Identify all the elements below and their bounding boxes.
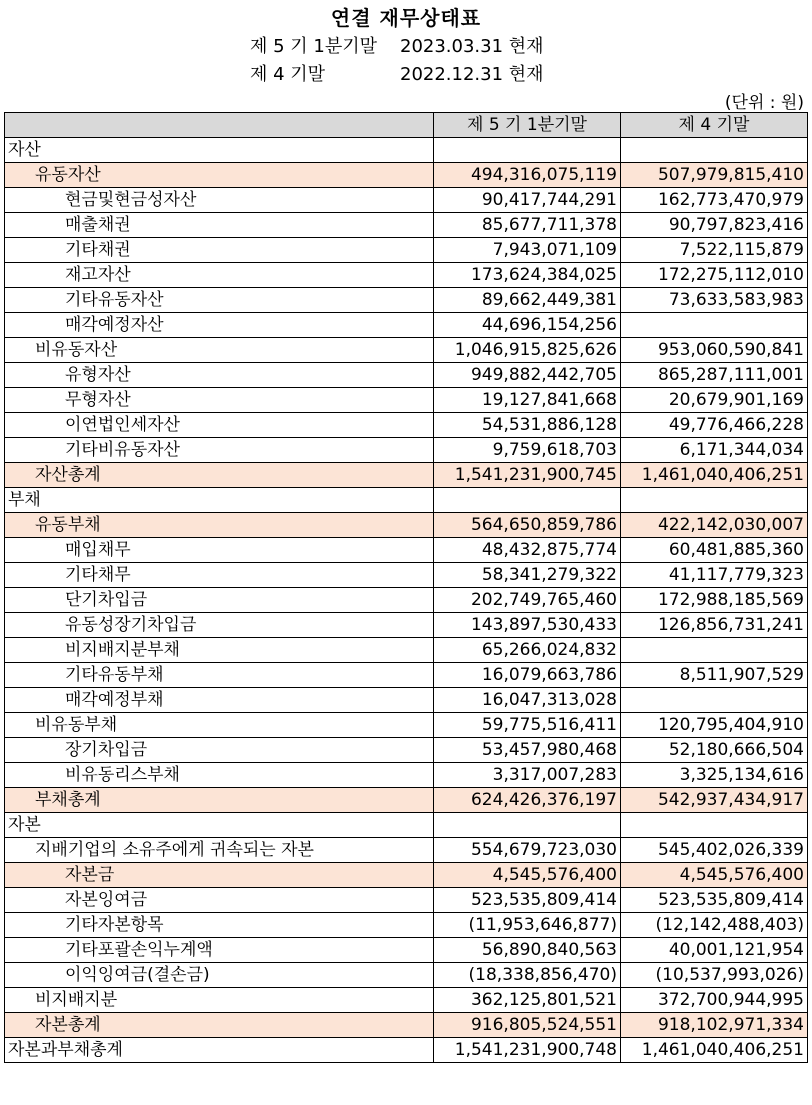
current-period-value: 173,624,384,025 (434, 263, 621, 288)
account-name: 현금및현금성자산 (5, 188, 434, 213)
table-row (5, 663, 808, 688)
account-name: 기타유동부채 (5, 663, 434, 688)
account-name: 매출채권 (5, 213, 434, 238)
current-period-value: 564,650,859,786 (434, 513, 621, 538)
prior-period-value: 372,700,944,995 (621, 988, 808, 1013)
account-name: 유형자산 (5, 363, 434, 388)
current-period-value: 58,341,279,322 (434, 563, 621, 588)
prior-period-value: 542,937,434,917 (621, 788, 808, 813)
prior-period-value: 90,797,823,416 (621, 213, 808, 238)
table-row (5, 888, 808, 913)
table-row (5, 1013, 808, 1038)
account-name: 기타비유동자산 (5, 438, 434, 463)
account-name: 매입채무 (5, 538, 434, 563)
table-row (5, 513, 808, 538)
table-row (5, 738, 808, 763)
account-name: 매각예정부채 (5, 688, 434, 713)
table-header-row (5, 113, 808, 138)
period-current (250, 32, 544, 58)
current-period-value: (18,338,856,470) (434, 963, 621, 988)
prior-period-value: 20,679,901,169 (621, 388, 808, 413)
prior-period-value: 4,545,576,400 (621, 863, 808, 888)
current-period-value: 65,266,024,832 (434, 638, 621, 663)
prior-period-value: 172,988,185,569 (621, 588, 808, 613)
prior-period-value: 953,060,590,841 (621, 338, 808, 363)
prior-period-value: (10,537,993,026) (621, 963, 808, 988)
table-row (5, 988, 808, 1013)
table-row (5, 613, 808, 638)
prior-period-value: 60,481,885,360 (621, 538, 808, 563)
current-period-value: 7,943,071,109 (434, 238, 621, 263)
prior-period-value: 3,325,134,616 (621, 763, 808, 788)
account-name: 자산총계 (5, 463, 434, 488)
table-row (5, 163, 808, 188)
table-row (5, 538, 808, 563)
prior-period-value: 523,535,809,414 (621, 888, 808, 913)
account-name: 기타포괄손익누계액 (5, 938, 434, 963)
prior-period-value (621, 813, 808, 838)
period-current-date: 2023.03.31 현재 (400, 36, 544, 57)
current-period-value: 1,046,915,825,626 (434, 338, 621, 363)
account-name: 재고자산 (5, 263, 434, 288)
current-period-value: 44,696,154,256 (434, 313, 621, 338)
header-account (5, 113, 434, 138)
account-name: 자본금 (5, 863, 434, 888)
table-row (5, 913, 808, 938)
account-name: 유동자산 (5, 163, 434, 188)
account-name: 기타채무 (5, 563, 434, 588)
header-current-period: 제 5 기 1분기말 (434, 113, 621, 138)
prior-period-value (621, 638, 808, 663)
account-name: 비유동자산 (5, 338, 434, 363)
account-name: 자본총계 (5, 1013, 434, 1038)
current-period-value: 53,457,980,468 (434, 738, 621, 763)
account-name: 기타유동자산 (5, 288, 434, 313)
current-period-value: 9,759,618,703 (434, 438, 621, 463)
table-row (5, 563, 808, 588)
period-prior-date: 2022.12.31 현재 (400, 64, 544, 85)
account-name: 자본 (5, 813, 434, 838)
table-row (5, 388, 808, 413)
account-name: 자산 (5, 138, 434, 163)
prior-period-value: 507,979,815,410 (621, 163, 808, 188)
table-row (5, 213, 808, 238)
current-period-value (434, 488, 621, 513)
account-name: 비유동부채 (5, 713, 434, 738)
balance-sheet-table (4, 112, 808, 1063)
table-row (5, 438, 808, 463)
table-row (5, 288, 808, 313)
table-row (5, 413, 808, 438)
account-name: 단기차입금 (5, 588, 434, 613)
header-prior-period: 제 4 기말 (621, 113, 808, 138)
table-row (5, 963, 808, 988)
current-period-value: 19,127,841,668 (434, 388, 621, 413)
table-row (5, 188, 808, 213)
account-name: 자본잉여금 (5, 888, 434, 913)
unit-note: (단위 : 원) (724, 93, 804, 113)
account-name: 이연법인세자산 (5, 413, 434, 438)
account-name: 비유동리스부채 (5, 763, 434, 788)
prior-period-value: 172,275,112,010 (621, 263, 808, 288)
current-period-value: 54,531,886,128 (434, 413, 621, 438)
prior-period-value (621, 138, 808, 163)
table-row (5, 713, 808, 738)
table-row (5, 838, 808, 863)
table-row (5, 863, 808, 888)
account-name: 기타채권 (5, 238, 434, 263)
current-period-value: 16,079,663,786 (434, 663, 621, 688)
prior-period-value: 422,142,030,007 (621, 513, 808, 538)
current-period-value: 89,662,449,381 (434, 288, 621, 313)
current-period-value: 48,432,875,774 (434, 538, 621, 563)
table-row (5, 263, 808, 288)
prior-period-value: 120,795,404,910 (621, 713, 808, 738)
account-name: 유동성장기차입금 (5, 613, 434, 638)
table-row (5, 338, 808, 363)
current-period-value: 949,882,442,705 (434, 363, 621, 388)
table-row (5, 688, 808, 713)
period-current-label: 제 5 기 1분기말 (250, 36, 378, 57)
prior-period-value: 49,776,466,228 (621, 413, 808, 438)
current-period-value: 85,677,711,378 (434, 213, 621, 238)
table-row (5, 1038, 808, 1063)
current-period-value: 143,897,530,433 (434, 613, 621, 638)
account-name: 이익잉여금(결손금) (5, 963, 434, 988)
current-period-value: 1,541,231,900,748 (434, 1038, 621, 1063)
prior-period-value (621, 688, 808, 713)
account-name: 자본과부채총계 (5, 1038, 434, 1063)
table-row (5, 788, 808, 813)
current-period-value: 362,125,801,521 (434, 988, 621, 1013)
prior-period-value (621, 313, 808, 338)
prior-period-value: 8,511,907,529 (621, 663, 808, 688)
current-period-value: 59,775,516,411 (434, 713, 621, 738)
prior-period-value: 918,102,971,334 (621, 1013, 808, 1038)
account-name: 기타자본항목 (5, 913, 434, 938)
current-period-value: 916,805,524,551 (434, 1013, 621, 1038)
prior-period-value: 1,461,040,406,251 (621, 463, 808, 488)
prior-period-value: (12,142,488,403) (621, 913, 808, 938)
prior-period-value: 6,171,344,034 (621, 438, 808, 463)
current-period-value: 90,417,744,291 (434, 188, 621, 213)
table-row (5, 463, 808, 488)
table-row (5, 938, 808, 963)
prior-period-value: 162,773,470,979 (621, 188, 808, 213)
prior-period-value: 40,001,121,954 (621, 938, 808, 963)
table-row (5, 138, 808, 163)
prior-period-value: 545,402,026,339 (621, 838, 808, 863)
statement-title: 연결 재무상태표 (330, 6, 482, 30)
account-name: 지배기업의 소유주에게 귀속되는 자본 (5, 838, 434, 863)
prior-period-value: 41,117,779,323 (621, 563, 808, 588)
table-row (5, 763, 808, 788)
current-period-value: (11,953,646,877) (434, 913, 621, 938)
table-row (5, 588, 808, 613)
prior-period-value: 865,287,111,001 (621, 363, 808, 388)
account-name: 비지배지분부채 (5, 638, 434, 663)
prior-period-value: 52,180,666,504 (621, 738, 808, 763)
table-row (5, 488, 808, 513)
current-period-value (434, 138, 621, 163)
prior-period-value: 1,461,040,406,251 (621, 1038, 808, 1063)
current-period-value: 3,317,007,283 (434, 763, 621, 788)
account-name: 비지배지분 (5, 988, 434, 1013)
prior-period-value: 7,522,115,879 (621, 238, 808, 263)
prior-period-value (621, 488, 808, 513)
current-period-value: 523,535,809,414 (434, 888, 621, 913)
current-period-value: 202,749,765,460 (434, 588, 621, 613)
account-name: 매각예정자산 (5, 313, 434, 338)
current-period-value: 1,541,231,900,745 (434, 463, 621, 488)
table-row (5, 813, 808, 838)
account-name: 무형자산 (5, 388, 434, 413)
period-prior-label: 제 4 기말 (250, 64, 326, 85)
current-period-value: 16,047,313,028 (434, 688, 621, 713)
current-period-value: 56,890,840,563 (434, 938, 621, 963)
current-period-value: 554,679,723,030 (434, 838, 621, 863)
current-period-value: 624,426,376,197 (434, 788, 621, 813)
current-period-value: 494,316,075,119 (434, 163, 621, 188)
account-name: 유동부채 (5, 513, 434, 538)
prior-period-value: 73,633,583,983 (621, 288, 808, 313)
current-period-value: 4,545,576,400 (434, 863, 621, 888)
account-name: 부채 (5, 488, 434, 513)
account-name: 장기차입금 (5, 738, 434, 763)
table-row (5, 638, 808, 663)
table-row (5, 363, 808, 388)
table-row (5, 313, 808, 338)
table-row (5, 238, 808, 263)
current-period-value (434, 813, 621, 838)
account-name: 부채총계 (5, 788, 434, 813)
prior-period-value: 126,856,731,241 (621, 613, 808, 638)
period-prior (250, 60, 544, 86)
